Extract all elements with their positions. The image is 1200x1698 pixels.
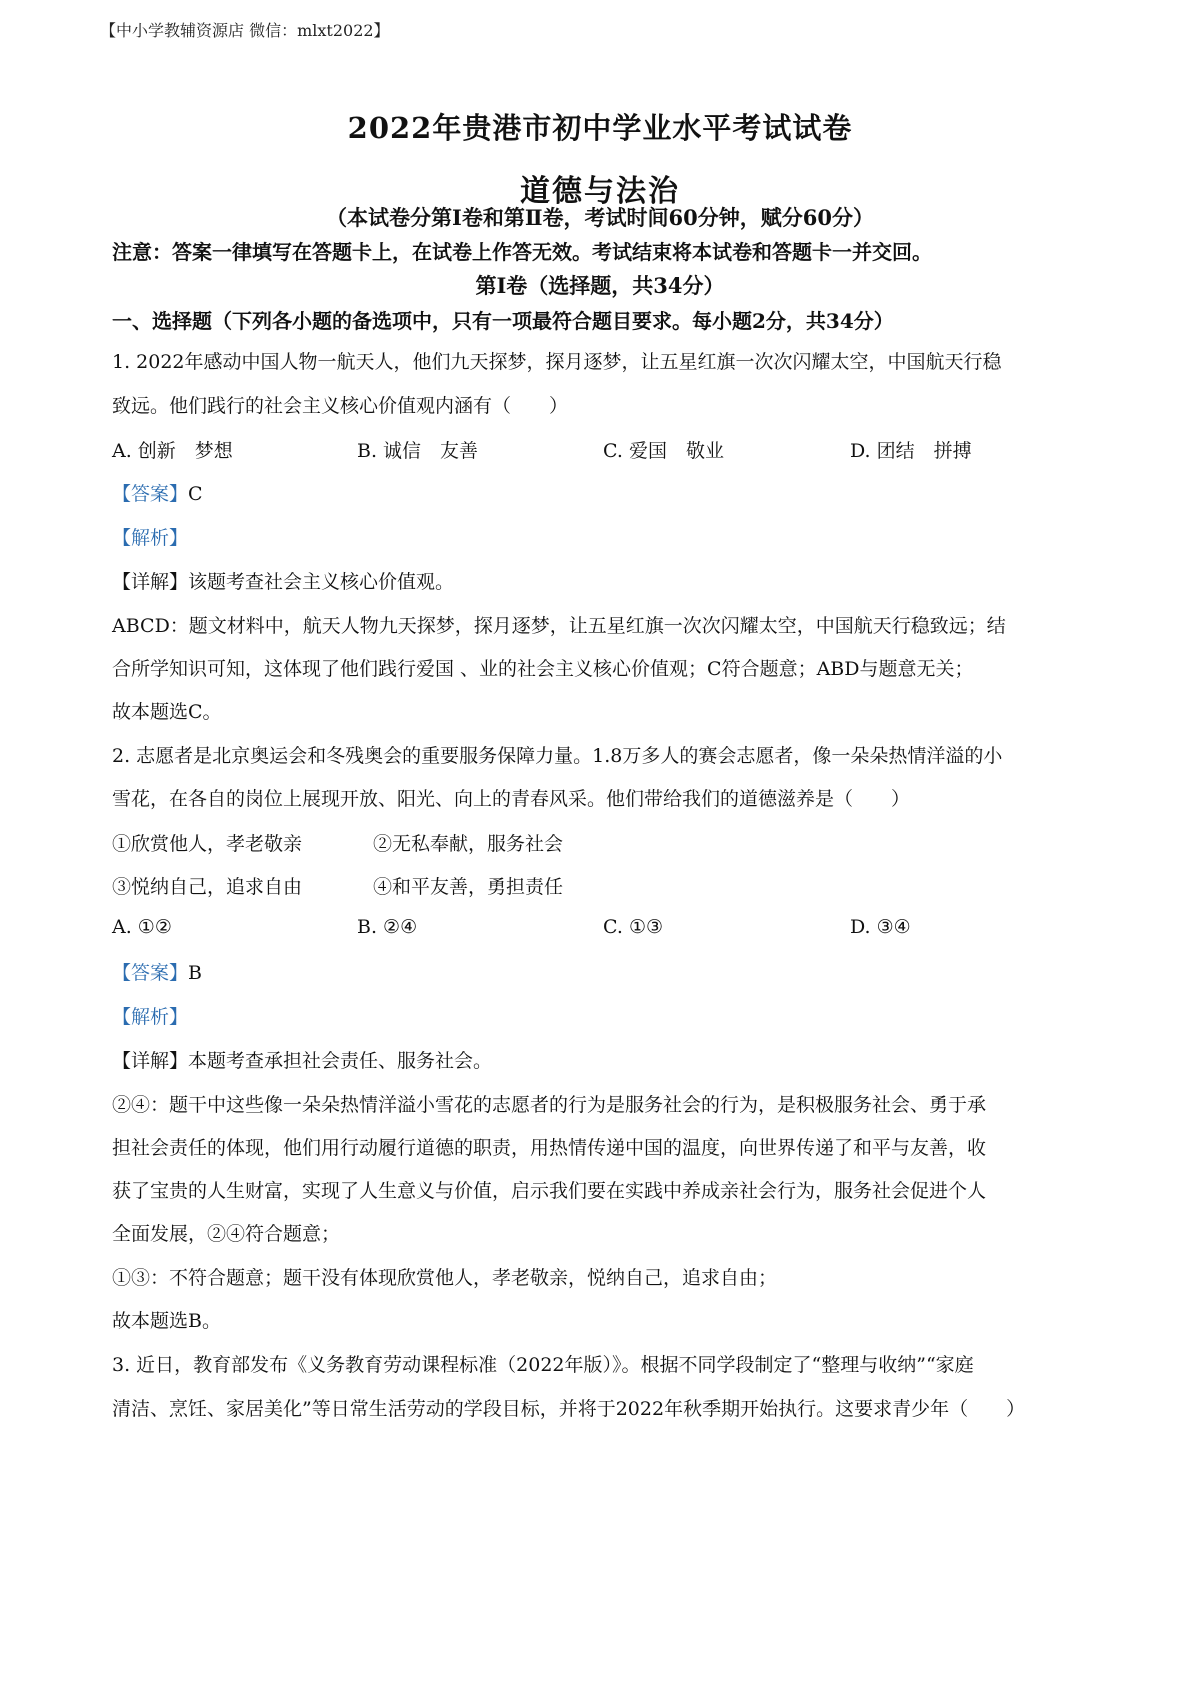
q1-stem-line2: 致远。他们践行的社会主义核心价值观内涵有（ ）	[112, 395, 569, 417]
q2-item-3: ③悦纳自己，追求自由	[112, 876, 303, 898]
q2-item-4: ④和平友善，勇担责任	[373, 876, 564, 898]
q2-explanation-line4: 全面发展，②④符合题意；	[112, 1223, 341, 1245]
q1-answer-tag: 【答案】	[112, 483, 189, 505]
q2-explanation-line3: 获了宝贵的人生财富，实现了人生意义与价值，启示我们要在实践中养成亲社会行为，服务社会促进个人	[112, 1180, 987, 1202]
q2-analysis-tag: 【解析】	[112, 1006, 189, 1028]
q2-option-a: A. ①②	[112, 916, 172, 938]
q2-option-d: D. ③④	[850, 916, 911, 938]
q2-answer-value: B	[188, 962, 202, 984]
q1-answer-value: C	[188, 483, 203, 505]
q1-detail: 【详解】该题考查社会主义核心价值观。	[112, 571, 455, 593]
q1-analysis-tag: 【解析】	[112, 527, 189, 549]
q1-option-a: A. 创新 梦想	[112, 440, 233, 462]
watermark: 【中小学教辅资源店 微信：mlxt2022】	[100, 21, 390, 40]
q1-explanation-line3: 故本题选C。	[112, 701, 222, 723]
q1-stem-line1: 1. 2022年感动中国人物一航天人，他们九天探梦，探月逐梦，让五星红旗一次次闪耀太空，中国航天行稳	[112, 351, 1002, 373]
subject-title: 道德与法治	[520, 174, 680, 209]
q1-answer	[112, 480, 1200, 508]
q1-explanation-line1: ABCD：题文材料中，航天人物九天探梦，探月逐梦，让五星红旗一次次闪耀太空，中国航天行稳致远；结	[112, 615, 1006, 637]
q2-answer-tag: 【答案】	[112, 962, 189, 984]
q2-explanation-line6: 故本题选B。	[112, 1310, 221, 1332]
q2-explanation-line5: ①③：不符合题意；题干没有体现欣赏他人，孝老敬亲，悦纳自己，追求自由；	[112, 1267, 778, 1289]
q2-explanation-line1: ②④：题干中这些像一朵朵热情洋溢小雪花的志愿者的行为是服务社会的行为，是积极服务社会、勇于承	[112, 1094, 987, 1116]
q3-stem-line2: 清洁、烹饪、家居美化”等日常生活劳动的学段目标，并将于2022年秋季期开始执行。这要求青少年（ ）	[112, 1398, 1026, 1420]
q2-explanation-line2: 担社会责任的体现，他们用行动履行道德的职责，用热情传递中国的温度，向世界传递了和平与友善，收	[112, 1137, 987, 1159]
section1-heading: 一、选择题（下列各小题的备选项中，只有一项最符合题目要求。每小题2分，共34分）	[112, 309, 894, 333]
part1-heading: 第Ⅰ卷（选择题，共34分）	[475, 273, 725, 298]
q1-option-d: D. 团结 拼搏	[850, 440, 972, 462]
q2-option-b: B. ②④	[357, 916, 418, 938]
q1-explanation-line2: 合所学知识可知，这体现了他们践行爱国 、业的社会主义核心价值观；C符合题意；ABD与题意无关；	[112, 658, 974, 680]
q2-answer	[112, 959, 1200, 987]
q2-item-1: ①欣赏他人，孝老敬亲	[112, 833, 303, 855]
q2-item-2: ②无私奉献，服务社会	[373, 833, 564, 855]
q1-option-c: C. 爱国 敬业	[603, 440, 724, 462]
q3-stem-line1: 3. 近日，教育部发布《义务教育劳动课程标准（2022年版）》。根据不同学段制定了“整理与收纳”“家庭	[112, 1354, 974, 1376]
q2-stem-line1: 2. 志愿者是北京奥运会和冬残奥会的重要服务保障力量。1.8万多人的赛会志愿者，像一朵朵热情洋溢的小	[112, 745, 1003, 767]
q2-detail: 【详解】本题考查承担社会责任、服务社会。	[112, 1050, 493, 1072]
note-attention: 注意：答案一律填写在答题卡上，在试卷上作答无效。考试结束将本试卷和答题卡一并交回。	[112, 240, 932, 264]
note-time: （本试卷分第Ⅰ卷和第Ⅱ卷，考试时间60分钟，赋分60分）	[326, 205, 874, 230]
exam-title: 2022年贵港市初中学业水平考试试卷	[347, 111, 853, 145]
q1-option-b: B. 诚信 友善	[357, 440, 479, 462]
q2-stem-line2: 雪花，在各自的岗位上展现开放、阳光、向上的青春风采。他们带给我们的道德滋养是（ ）	[112, 788, 911, 810]
q2-option-c: C. ①③	[603, 916, 664, 938]
